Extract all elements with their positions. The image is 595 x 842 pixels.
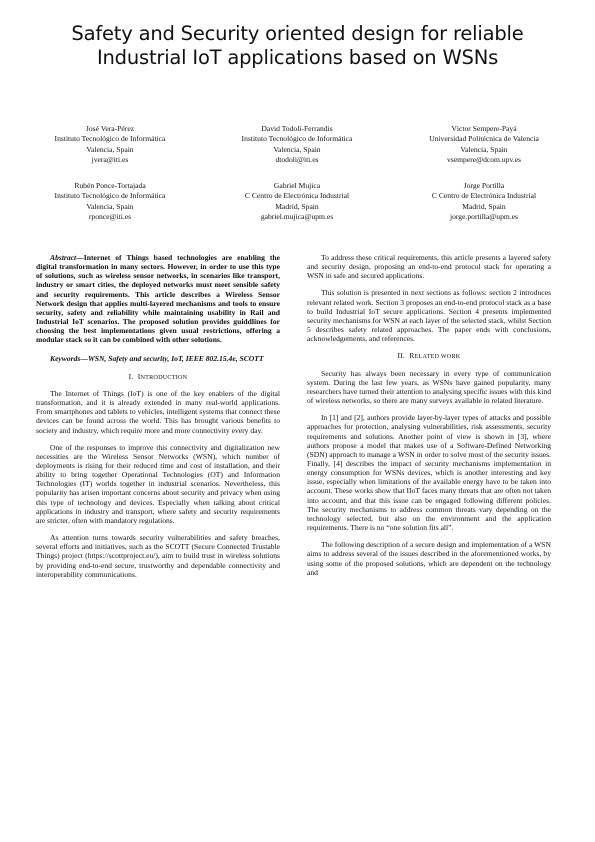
abstract-text: —Internet of Things based technologies are enabling the digital transformation in many sectors. However, in order to use this type of solutions, such as wireless sensor networks, in scenarios like transport, industry or smart cities, the deployed networks must meet sensible safety and security requirements. This article describes a Wireless Sensor Network design that applies multi-layered mechanisms and tools to ensure security, safety and reliability while maintaining usability in Rail and Industrial IoT scenarios. The proposed solution provides guiddlines for choosing the best implementations given usual restrictions, offering a modular stack so it can be combined with other solutions. bbox=[36, 253, 280, 345]
author-location: Madrid, Spain bbox=[462, 201, 506, 211]
author-email: rponce@iti.es bbox=[88, 211, 132, 221]
author-name: José Vera-Pérez bbox=[85, 124, 135, 133]
section-initial: R bbox=[409, 351, 415, 361]
author-affiliation: C Centro de Electrónica Industrial bbox=[244, 191, 350, 201]
author-name: Rubén Ponce-Tortajada bbox=[74, 181, 146, 190]
intro-paragraph: One of the responses to improve this connectivity and digitalization new necessities are the Wireless Sensor Networks (WSN), which number of deployments is rising for their reduced time and cost of installation, and their ability to bring together Operational Technologies (OT) and Information Technologies (IT) worlds together in industrial scenarios. Nevertheless, this popularity has arisen important concerns about security and privacy when using this type of technology and devices. Especially when talking about critical applications in industry and transport, where safety and security requirements are stricter, often with mandatory regulations. bbox=[36, 442, 280, 525]
author-email: gabriel.mujica@upm.es bbox=[260, 211, 334, 221]
author-location: Valencia, Spain bbox=[273, 144, 321, 154]
right-column bbox=[307, 253, 551, 585]
author-affiliation: Instituto Tecnológico de Informática bbox=[54, 191, 166, 201]
section-heading-related-work bbox=[307, 351, 551, 361]
related-paragraph: In [1] and [2], authors provide layer-by-layer types of attacks and possible approaches for protection, analysing vulnerabilities, risk assessments, security requirements and solutions. Another point of view is shown in [3], where authors propose a model that makes use of a Software-Defined Networking (SDN) approach to manage a WSN in order to solve most of the security issues. Finally, [4] describes the impact of security mechanisms implementation in energy consumption for WSNs devices, which is another interesting and key issue, especially when limitations of the available energy have to be taken into account. These works show that IIoT faces many threats that are often not taken into account, and that this issue can be engaged following different policies. The security mechanisms to address common threats vary depending on the technology selected, but also on the environment and the application requirements. There is no “one solution fits all”. bbox=[307, 413, 551, 533]
author-name: Gabriel Mujica bbox=[273, 181, 321, 190]
author-3 bbox=[394, 124, 574, 165]
author-name: Víctor Sempere-Payá bbox=[451, 124, 517, 133]
author-affiliation: C Centro de Electrónica Industrial bbox=[431, 191, 537, 201]
author-location: Valencia, Spain bbox=[86, 201, 134, 211]
section-number: I. bbox=[128, 371, 134, 381]
author-email: jvera@iti.es bbox=[91, 154, 129, 164]
intro-paragraph: This solution is presented in next sections as follows: section 2 introduces relevant related work. Section 3 proposes an end-to-end protocol stack as a base to build Industrial IoT secure applications. Section 4 presents implemented security mechanisms for WSN at each layer of the selected stack, whilst Section 5 describes safety related approaches. The paper ends with conclusions, acknowledgements, and references. bbox=[307, 288, 551, 344]
related-paragraph: Security has always been necessary in every type of communication system. During the last few years, as WSNs have gained popularity, many researchers have turned their attention to analysing specific issues with this kind of wireless networks, so there are many surveys available in related literature. bbox=[307, 368, 551, 406]
author-location: Valencia, Spain bbox=[86, 144, 134, 154]
author-affiliation: Universidad Politécnica de Valencia bbox=[429, 134, 539, 144]
left-column bbox=[36, 253, 280, 587]
author-affiliation: Instituto Tecnológico de Informática bbox=[241, 134, 353, 144]
author-affiliation: Instituto Tecnológico de Informática bbox=[54, 134, 166, 144]
author-location: Madrid, Spain bbox=[275, 201, 319, 211]
author-name: Jorge Portilla bbox=[463, 181, 505, 190]
author-email: vsempere@dcom.upv.es bbox=[447, 154, 521, 164]
author-2 bbox=[207, 124, 387, 165]
related-paragraph: The following description of a secure design and implementation of a WSN aims to address several of the issues described in the aforementioned works, by using some of the proposed solutions, which are dependent on the technology and bbox=[307, 540, 551, 577]
keywords: Keywords—WSN, Safety and security, IoT, IEEE 802.15.4e, SCOTT bbox=[50, 353, 264, 363]
intro-paragraph: To address these critical requirements, this article presents a layered safety and security design, proposing an end-to-end protocol stack for operating a WSN in safe and secured applications. bbox=[307, 253, 551, 281]
section-heading-introduction bbox=[36, 372, 280, 382]
author-4 bbox=[20, 181, 200, 222]
intro-paragraph: As attention turns towards security vulnerabilities and safety breaches, several efforts and initiatives, such as the SCOTT (Secure Connected Trustable Things) project (https://scottproject.eu/), aim to build trust in wireless solutions by providing end-to-end secure, trustworthy and dependable connectivity and interoperability communications. bbox=[36, 533, 280, 579]
section-initial: I bbox=[137, 371, 141, 381]
section-title-rest: ELATED WORK bbox=[414, 353, 461, 361]
author-1 bbox=[20, 124, 200, 165]
author-5 bbox=[207, 181, 387, 222]
intro-paragraph: The Internet of Things (IoT) is one of the key enablers of the digital transformation, and it is already extended in many real-world applications. From smartphones and tablets to vehicles, intelligent systems that connect these devices can be found across the world. This has brought various benefits to society and industry, which require more and more connectivity every day. bbox=[36, 388, 280, 435]
author-6 bbox=[394, 181, 574, 222]
abstract-lead: Abstract bbox=[50, 253, 77, 262]
author-email: jorge.portilla@upm.es bbox=[449, 211, 518, 221]
section-number: II. bbox=[397, 351, 406, 361]
section-title-rest: NTRODUCTION bbox=[140, 373, 188, 381]
author-location: Valencia, Spain bbox=[460, 144, 508, 154]
paper-title: Safety and Security oriented design for reliable Industrial IoT applications based on WSNs bbox=[71, 22, 524, 69]
author-email: dtodoli@iti.es bbox=[275, 154, 319, 164]
abstract bbox=[36, 253, 280, 345]
author-name: David Todolí-Ferrandis bbox=[261, 124, 333, 133]
